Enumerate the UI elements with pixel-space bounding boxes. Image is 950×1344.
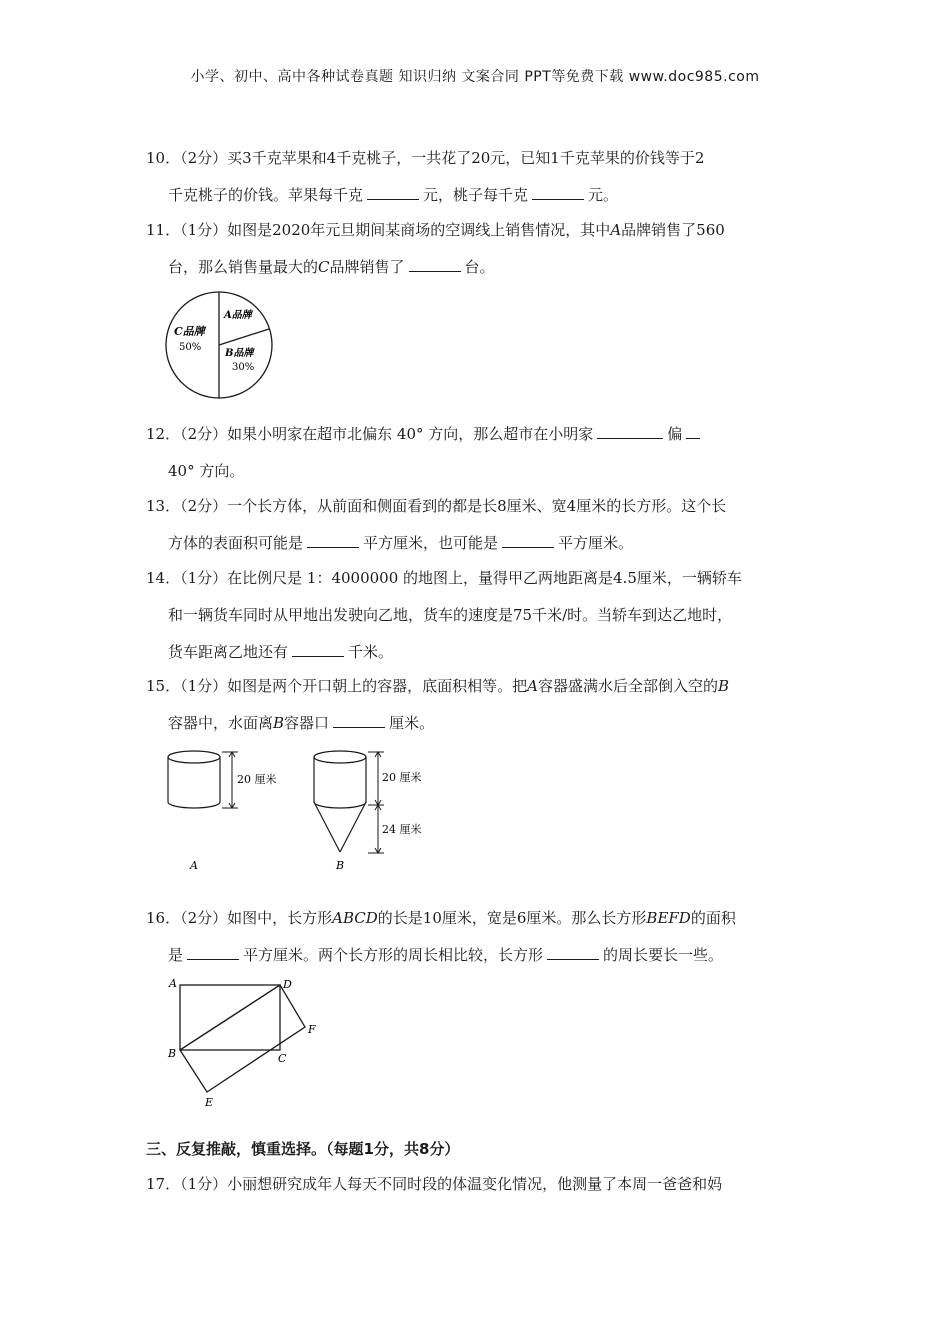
- answer-blank[interactable]: [187, 943, 239, 960]
- question-13: [146, 488, 810, 562]
- answer-blank[interactable]: [532, 183, 584, 200]
- point-d: D: [283, 978, 292, 991]
- answer-blank[interactable]: [367, 183, 419, 200]
- q16-line2: 是 平方厘米。两个长方形的周长相比较，长方形 的周长要长一些。: [146, 937, 810, 974]
- q13-line1: 13．（2分）一个长方体，从前面和侧面看到的都是长8厘米、宽4厘米的长方形。这个长: [146, 497, 727, 515]
- q12-line2: 40° 方向。: [168, 462, 245, 480]
- q11-line2: 台，那么销售量最大的C品牌销售了 台。: [146, 249, 810, 286]
- answer-blank[interactable]: [333, 711, 385, 728]
- point-c: C: [278, 1052, 287, 1065]
- pie-value-b: 30%: [232, 362, 255, 373]
- question-11: [146, 212, 810, 286]
- point-f: F: [308, 1023, 316, 1036]
- section-3-heading: 三、反复推敲，慎重选择。（每题1分，共8分）: [146, 1140, 460, 1158]
- dimension-b: [368, 752, 384, 853]
- question-15: [146, 668, 810, 742]
- answer-blank[interactable]: [307, 531, 359, 548]
- dim-b1-label: 20 厘米: [382, 771, 422, 784]
- q13-line2: 方体的表面积可能是 平方厘米，也可能是 平方厘米。: [146, 525, 810, 562]
- answer-blank[interactable]: [502, 531, 554, 548]
- pie-value-c: 50%: [179, 342, 202, 353]
- question-17: [146, 1166, 810, 1203]
- rectangles-figure: [165, 975, 335, 1110]
- answer-blank[interactable]: [292, 640, 344, 657]
- q12-line1: 12．（2分）如果小明家在超市北偏东 40° 方向，那么超市在小明家 偏: [146, 425, 704, 443]
- container-b: [314, 751, 366, 852]
- pie-label-b: B品牌: [225, 348, 254, 359]
- q14-line3: 货车距离乙地还有 千米。: [146, 634, 810, 671]
- answer-blank[interactable]: [547, 943, 599, 960]
- dim-a-label: 20 厘米: [237, 773, 277, 786]
- answer-blank[interactable]: [597, 422, 663, 439]
- pie-divider-a-b: [219, 329, 269, 345]
- point-a: A: [169, 977, 177, 990]
- q10-line2: 千克桃子的价钱。苹果每千克 元，桃子每千克 元。: [146, 177, 810, 214]
- pie-label-a: A品牌: [224, 310, 252, 321]
- q15-line2: 容器中，水面离B容器口 厘米。: [146, 705, 810, 742]
- containers-figure: [160, 745, 460, 875]
- q14-line1: 14．（1分）在比例尺是 1：4000000 的地图上，量得甲乙两地距离是4.5厘米，一辆轿车: [146, 569, 742, 587]
- answer-blank[interactable]: [409, 255, 461, 272]
- q14-line2: 和一辆货车同时从甲地出发驶向乙地，货车的速度是75千米/时。当轿车到达乙地时，: [168, 606, 733, 624]
- point-e: E: [205, 1096, 214, 1109]
- q10-line1: 10．（2分）买3千克苹果和4千克桃子，一共花了20元，已知1千克苹果的价钱等于2: [146, 149, 705, 167]
- question-10: [146, 140, 810, 214]
- label-b: B: [336, 859, 345, 872]
- q16-line1: 16．（2分）如图中，长方形ABCD的长是10厘米，宽是6厘米。那么长方形BEFD的面积: [146, 909, 736, 927]
- rectangle-befd: [180, 985, 305, 1092]
- q17-line1: 17．（1分）小丽想研究成年人每天不同时段的体温变化情况，他测量了本周一爸爸和妈: [146, 1175, 723, 1193]
- question-16: [146, 900, 810, 974]
- q15-line1: 15．（1分）如图是两个开口朝上的容器，底面积相等。把A容器盛满水后全部倒入空的B: [146, 677, 730, 695]
- page-header: 小学、初中、高中各种试卷真题 知识归纳 文案合同 PPT等免费下载 www.doc985.com: [190, 69, 760, 85]
- dim-b2-label: 24 厘米: [382, 823, 422, 836]
- pie-chart: [164, 290, 274, 400]
- q11-line1: 11．（1分）如图是2020年元旦期间某商场的空调线上销售情况，其中A品牌销售了560: [146, 221, 725, 239]
- point-b: B: [168, 1047, 177, 1060]
- question-14: [146, 560, 810, 671]
- dimension-a: [222, 752, 238, 808]
- pie-label-c: C品牌: [174, 325, 205, 338]
- container-a: [168, 751, 220, 808]
- answer-blank[interactable]: [686, 422, 700, 439]
- label-a: A: [190, 859, 198, 872]
- question-12: [146, 416, 810, 490]
